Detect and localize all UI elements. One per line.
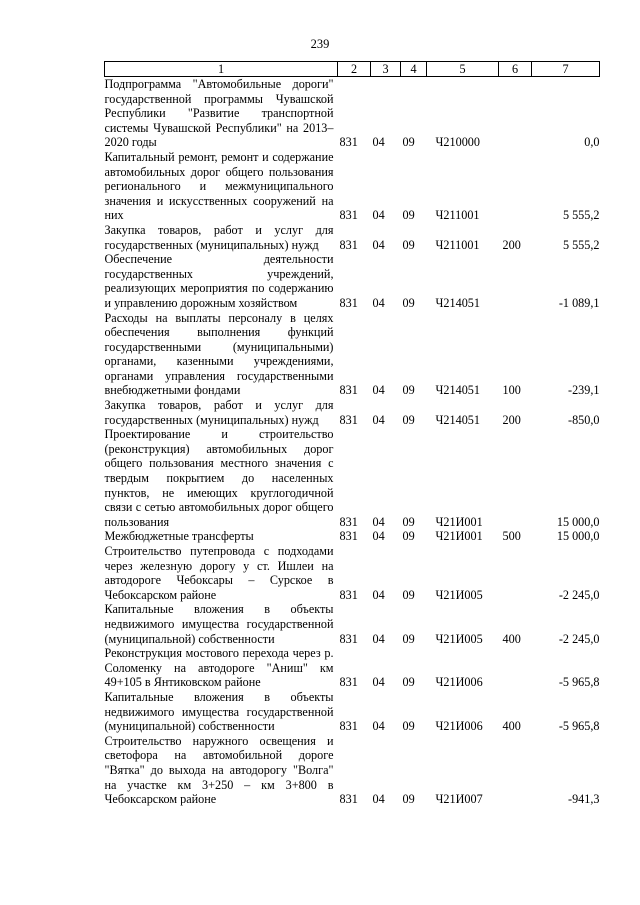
table-row — [105, 223, 600, 252]
amount-cell: 15 000,0 — [556, 514, 600, 529]
row-name-cell: Проектирование и строительство (реконструкция) автомобильных дорог общего пользования местного значения с твердым покрытием до населенных пунктов, не имеющих круглогодичной связи с сетью автомобильных дорог общего пользования — [104, 427, 334, 529]
amount-cell: 15 000,0 — [556, 529, 600, 544]
admin-code-cell: 831 — [339, 135, 358, 150]
admin-code-cell: 831 — [339, 514, 358, 529]
expense-type-cell — [499, 544, 532, 602]
amount-cell: -5 965,8 — [558, 719, 600, 734]
amount-cell: -2 245,0 — [558, 631, 600, 646]
budget-table — [104, 61, 600, 807]
table-row — [105, 529, 600, 544]
column-header-5: 5 — [427, 62, 499, 77]
subsection-code-cell: 09 — [402, 295, 415, 310]
subsection-code-cell: 09 — [402, 135, 415, 150]
admin-code-cell: 831 — [339, 719, 358, 734]
section-code-cell: 04 — [372, 135, 385, 150]
row-name-cell: Строительство путепровода с подходами через железную дорогу у ст. Ишлеи на автодороге Чебоксары – Сурское в Чебоксарском районе — [104, 544, 334, 602]
subsection-code-cell: 09 — [402, 237, 415, 252]
row-name-cell: Обеспечение деятельности государственных учреждений, реализующих мероприятия по содержанию и управлению дорожным хозяйством — [104, 252, 334, 310]
expense-type-cell: 400 — [502, 631, 521, 646]
section-code-cell: 04 — [372, 514, 385, 529]
row-name-cell: Расходы на выплаты персоналу в целях обеспечения выполнения функций государственными (муниципальными) органами, казенными учреждениями, органами управления государственными внебюджетными фондами — [104, 310, 334, 398]
target-article-cell: Ч214051 — [435, 412, 480, 427]
expense-type-cell — [499, 734, 532, 807]
subsection-code-cell: 09 — [402, 587, 415, 602]
amount-cell: -850,0 — [568, 412, 600, 427]
table-row — [105, 427, 600, 529]
section-code-cell: 04 — [372, 412, 385, 427]
section-code-cell: 04 — [372, 675, 385, 690]
subsection-code-cell: 09 — [402, 529, 415, 544]
row-name-cell: Строительство наружного освещения и светофора на автомобильной дороге "Вятка" до выхода на автодорогу "Волга" на участке км 3+250 – км 3+800 в Чебоксарском районе — [104, 733, 334, 807]
admin-code-cell: 831 — [339, 295, 358, 310]
target-article-cell: Ч21И001 — [435, 529, 483, 544]
subsection-code-cell: 09 — [402, 412, 415, 427]
expense-type-cell: 500 — [502, 529, 521, 544]
table-body — [105, 77, 600, 807]
target-article-cell: Ч21И006 — [435, 675, 483, 690]
table-row — [105, 602, 600, 646]
target-article-cell: Ч211001 — [435, 208, 480, 223]
target-article-cell: Ч21И001 — [435, 514, 483, 529]
table-row — [105, 150, 600, 223]
column-header-7: 7 — [532, 62, 600, 77]
row-name-cell: Капитальный ремонт, ремонт и содержание автомобильных дорог общего пользования регионального и межмуниципального значения и искусственных сооружений на них — [104, 149, 334, 223]
expense-type-cell — [499, 252, 532, 310]
target-article-cell: Ч211001 — [435, 237, 480, 252]
subsection-code-cell: 09 — [402, 383, 415, 398]
admin-code-cell: 831 — [339, 631, 358, 646]
admin-code-cell: 831 — [339, 383, 358, 398]
target-article-cell: Ч21И005 — [435, 587, 483, 602]
target-article-cell: Ч214051 — [435, 383, 480, 398]
table-row — [105, 646, 600, 690]
table-row — [105, 690, 600, 734]
target-article-cell: Ч21И005 — [435, 631, 483, 646]
table-row — [105, 77, 600, 150]
amount-cell: -239,1 — [568, 383, 600, 398]
subsection-code-cell: 09 — [402, 675, 415, 690]
section-code-cell: 04 — [372, 587, 385, 602]
amount-cell: 5 555,2 — [562, 208, 600, 223]
expense-type-cell — [499, 646, 532, 690]
target-article-cell: Ч210000 — [435, 135, 480, 150]
admin-code-cell: 831 — [339, 529, 358, 544]
section-code-cell: 04 — [372, 237, 385, 252]
subsection-code-cell: 09 — [402, 514, 415, 529]
row-name-cell: Закупка товаров, работ и услуг для государственных (муниципальных) нужд — [104, 398, 334, 427]
amount-cell: -941,3 — [568, 792, 600, 807]
section-code-cell: 04 — [372, 529, 385, 544]
amount-cell: -1 089,1 — [558, 295, 600, 310]
table-row — [105, 398, 600, 427]
admin-code-cell: 831 — [339, 587, 358, 602]
column-header-2: 2 — [338, 62, 371, 77]
section-code-cell: 04 — [372, 631, 385, 646]
subsection-code-cell: 09 — [402, 792, 415, 807]
admin-code-cell: 831 — [339, 675, 358, 690]
target-article-cell: Ч214051 — [435, 295, 480, 310]
admin-code-cell: 831 — [339, 412, 358, 427]
column-numbers-row — [105, 62, 600, 77]
row-name-cell: Закупка товаров, работ и услуг для государственных (муниципальных) нужд — [104, 222, 334, 252]
section-code-cell: 04 — [372, 208, 385, 223]
amount-cell: -2 245,0 — [558, 587, 600, 602]
row-name-cell: Реконструкция мостового перехода через р. Соломенку на автодороге "Аниш" км 49+105 в Янтиковском районе — [104, 646, 334, 690]
table-row — [105, 734, 600, 807]
row-name-cell: Межбюджетные трансферты — [104, 529, 254, 544]
section-code-cell: 04 — [372, 295, 385, 310]
admin-code-cell: 831 — [339, 792, 358, 807]
table-header — [105, 62, 600, 77]
amount-cell: 0,0 — [584, 135, 600, 150]
amount-cell: -5 965,8 — [558, 675, 600, 690]
admin-code-cell: 831 — [339, 208, 358, 223]
column-header-4: 4 — [401, 62, 427, 77]
expense-type-cell: 400 — [502, 719, 521, 734]
expense-type-cell: 200 — [502, 412, 521, 427]
expense-type-cell: 100 — [502, 383, 521, 398]
column-header-1: 1 — [105, 62, 338, 77]
row-name-cell: Подпрограмма "Автомобильные дороги" государственной программы Чувашской Республики "Развитие транспортной системы Чувашской Республики" на 2013–2020 годы — [104, 77, 334, 150]
section-code-cell: 04 — [372, 719, 385, 734]
row-name-cell: Капитальные вложения в объекты недвижимого имущества государственной (муниципальной) собственности — [104, 689, 334, 734]
section-code-cell: 04 — [372, 383, 385, 398]
subsection-code-cell: 09 — [402, 719, 415, 734]
table-row — [105, 252, 600, 310]
target-article-cell: Ч21И006 — [435, 719, 483, 734]
admin-code-cell: 831 — [339, 237, 358, 252]
column-header-3: 3 — [371, 62, 401, 77]
subsection-code-cell: 09 — [402, 208, 415, 223]
table-row — [105, 311, 600, 399]
column-header-6: 6 — [499, 62, 532, 77]
row-name-cell: Капитальные вложения в объекты недвижимого имущества государственной (муниципальной) собственности — [104, 602, 334, 646]
expense-type-cell: 200 — [502, 237, 521, 252]
subsection-code-cell: 09 — [402, 631, 415, 646]
page-number: 239 — [310, 37, 330, 51]
expense-type-cell — [499, 427, 532, 529]
table-row — [105, 544, 600, 602]
section-code-cell: 04 — [372, 792, 385, 807]
amount-cell: 5 555,2 — [562, 237, 600, 252]
expense-type-cell — [499, 150, 532, 223]
expense-type-cell — [499, 77, 532, 150]
target-article-cell: Ч21И007 — [435, 792, 483, 807]
